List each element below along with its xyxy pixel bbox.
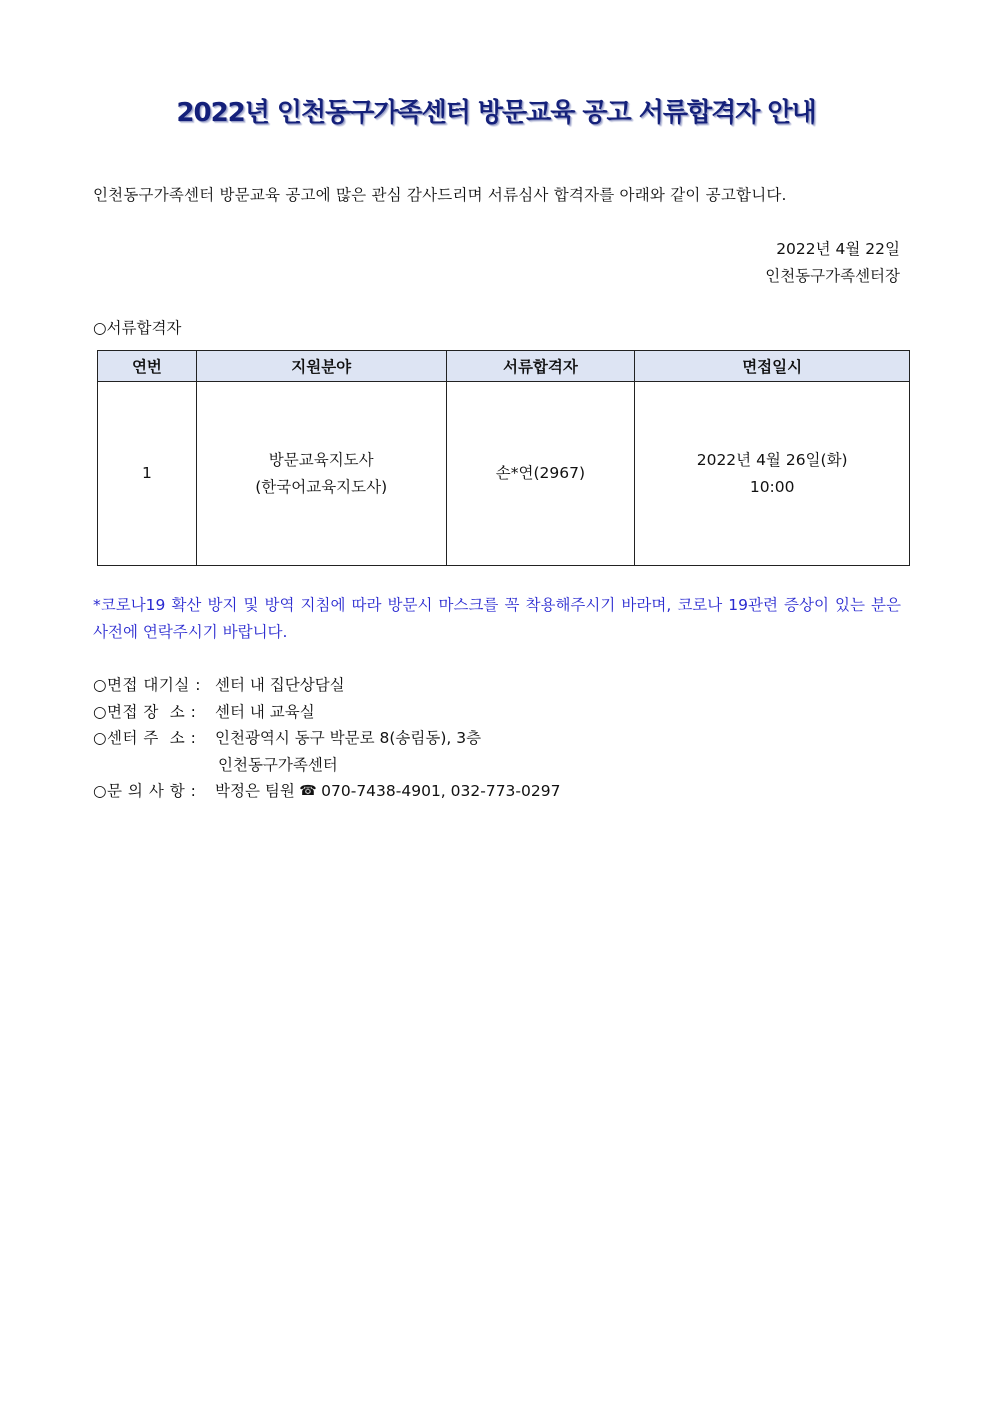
info-label: ○센터 주 소 :: [93, 729, 197, 747]
interview-time: 10:00: [749, 477, 795, 496]
info-label: ○문 의 사 항 :: [93, 782, 197, 800]
info-interview-place: [93, 699, 560, 726]
cell-interview: [635, 382, 910, 566]
field-line2: (한국어교육지도사): [255, 477, 388, 496]
info-list: [93, 672, 560, 805]
section-label: ○서류합격자: [93, 319, 182, 337]
announcement-date: 2022년 4월 22일: [776, 240, 900, 258]
page-title: 2022년 인천동구가족센터 방문교육 공고 서류합격자 안내: [176, 98, 816, 128]
info-address-line2: 인천동구가족센터: [218, 755, 338, 774]
cell-passer: 손*연(2967): [446, 382, 635, 566]
info-value: 인천광역시 동구 박문로 8(송림동), 3층: [215, 729, 482, 747]
covid-notice: *코로나19 확산 방지 및 방역 지침에 따라 방문시 마스크를 꼭 착용해주시기 바라며, 코로나 19관련 증상이 있는 분은 사전에 연락주시기 바랍니다.: [93, 596, 901, 641]
header-passer: 서류합격자: [446, 351, 635, 382]
header-interview: 면접일시: [635, 351, 910, 382]
info-value: 센터 내 집단상담실: [215, 676, 345, 694]
info-contact: [93, 778, 560, 805]
table-header-row: [98, 351, 910, 382]
cell-field: [196, 382, 446, 566]
contact-phones: 070-7438-4901, 032-773-0297: [321, 782, 561, 800]
info-label: ○면접 대기실 :: [93, 676, 201, 694]
header-field: 지원분야: [196, 351, 446, 382]
contact-person: 박정은 팀원: [215, 782, 295, 800]
info-address: [93, 725, 560, 752]
date-block: [765, 236, 900, 290]
issuer: 인천동구가족센터장: [765, 267, 900, 285]
table-row: [98, 382, 910, 566]
header-no: 연번: [98, 351, 197, 382]
intro-text: 인천동구가족센터 방문교육 공고에 많은 관심 감사드리며 서류심사 합격자를 아래와 같이 공고합니다.: [93, 186, 787, 204]
field-line1: 방문교육지도사: [268, 450, 374, 469]
info-label: ○면접 장 소 :: [93, 702, 197, 721]
info-value: 센터 내 교육실: [215, 702, 315, 721]
result-table: [97, 350, 910, 566]
phone-icon: ☎: [294, 783, 322, 799]
cell-no: 1: [98, 382, 197, 566]
interview-date: 2022년 4월 26일(화): [696, 450, 848, 469]
info-waiting-room: [93, 672, 560, 699]
